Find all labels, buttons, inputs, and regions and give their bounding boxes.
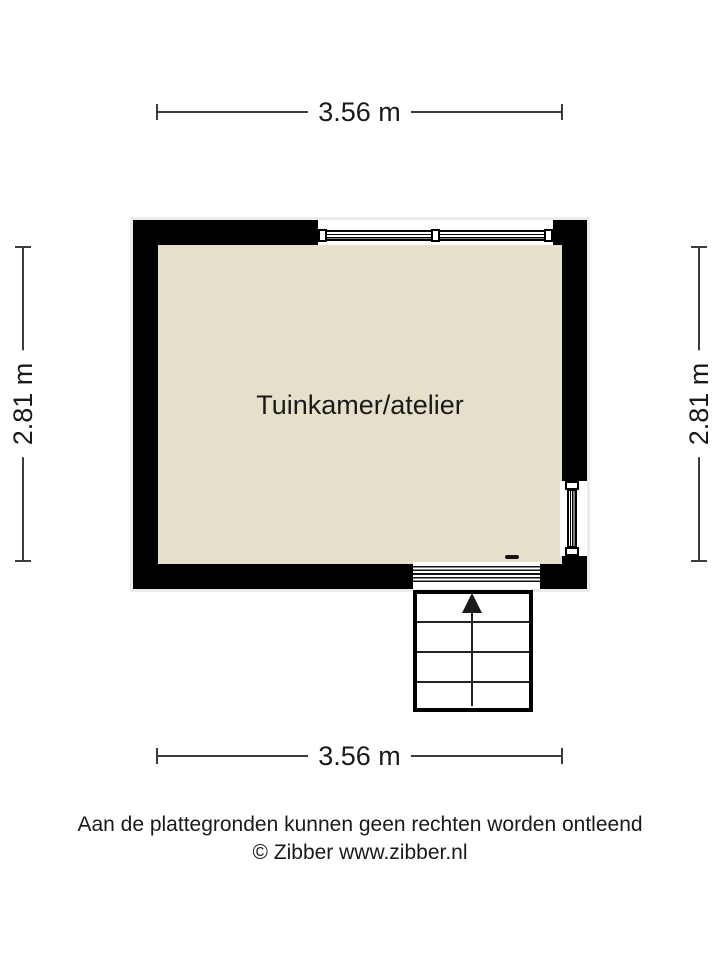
dimension-top-label: 3.56 m (308, 96, 411, 128)
dimension-left-tick-bottom (15, 560, 31, 562)
sliding-door-bottom (413, 562, 540, 589)
dimension-bottom (156, 740, 563, 772)
footer-copyright: © Zibber www.zibber.nl (252, 841, 468, 864)
floorplan-drawing (133, 220, 587, 589)
window-top (318, 220, 553, 245)
dimension-right-tick-top (691, 246, 707, 248)
window-right-glazing (567, 489, 577, 548)
window-right-frame-top (565, 481, 579, 490)
dimension-bottom-label: 3.56 m (308, 740, 411, 772)
footer-disclaimer: Aan de plattegronden kunnen geen rechten worden ontleend (77, 813, 643, 836)
dimension-left-tick-top (15, 246, 31, 248)
dimension-left-label: 2.81 m (7, 351, 39, 458)
window-top-frame-right (544, 229, 553, 242)
sliding-door-tracks (413, 566, 540, 583)
dimension-bottom-tick-left (156, 748, 158, 764)
dimension-right (684, 246, 716, 562)
dimension-left (8, 246, 40, 562)
dimension-top-tick-left (156, 104, 158, 120)
dimension-bottom-tick-right (561, 748, 563, 764)
door-handle (505, 555, 519, 559)
stairs-center-line (471, 610, 473, 706)
stairs-up-arrow-icon (462, 593, 482, 613)
window-top-mullion (431, 229, 440, 242)
stairs-step-divider (417, 621, 529, 623)
stairs-step-divider (417, 651, 529, 653)
stairs (413, 590, 533, 712)
footer (0, 811, 720, 867)
window-right-frame-bottom (565, 547, 579, 556)
room-label: Tuinkamer/atelier (256, 390, 464, 420)
dimension-right-label: 2.81 m (683, 351, 715, 458)
dimension-right-tick-bottom (691, 560, 707, 562)
window-top-frame-left (318, 229, 327, 242)
window-right (560, 481, 587, 556)
dimension-top-tick-right (561, 104, 563, 120)
stairs-step-divider (417, 681, 529, 683)
dimension-top (156, 96, 563, 128)
